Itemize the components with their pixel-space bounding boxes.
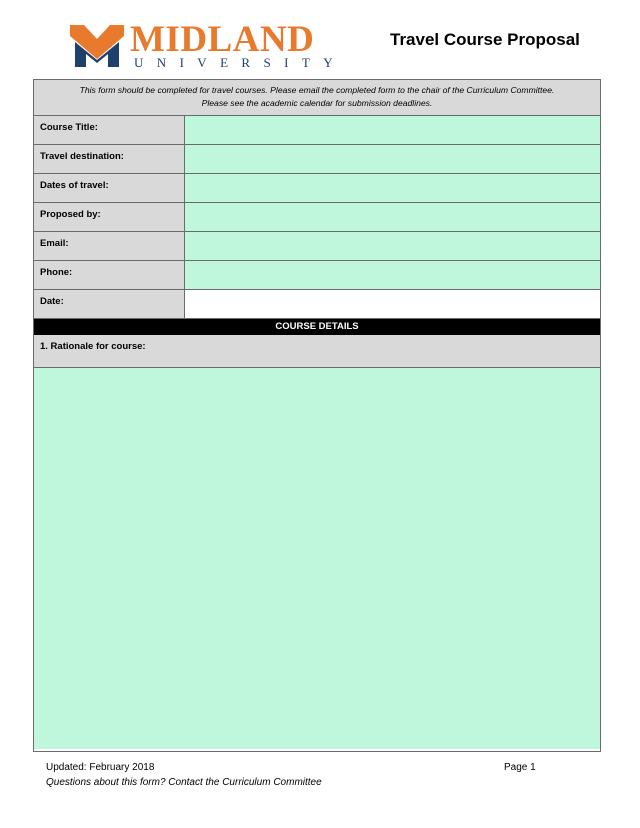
proposed-by-input[interactable]	[185, 203, 600, 231]
date-label: Date:	[34, 290, 185, 318]
phone-row	[34, 261, 600, 290]
logo-subtitle: UNIVERSITY	[134, 55, 346, 70]
rationale-label: 1. Rationale for course:	[34, 335, 600, 368]
proposed-by-row	[34, 203, 600, 232]
contact-note: Questions about this form? Contact the Curriculum Committee	[46, 777, 322, 788]
rationale-textarea[interactable]	[34, 368, 600, 749]
proposed-by-label: Proposed by:	[34, 203, 185, 231]
course-title-row	[34, 116, 600, 145]
travel-destination-label: Travel destination:	[34, 145, 185, 173]
proposal-form	[33, 79, 601, 752]
dates-of-travel-row	[34, 174, 600, 203]
form-instructions	[34, 80, 600, 116]
date-row	[34, 290, 600, 319]
email-row	[34, 232, 600, 261]
instructions-line-1: This form should be completed for travel courses. Please email the completed form to the chair of the Curriculum Committee.	[79, 85, 555, 95]
page-title: Travel Course Proposal	[390, 30, 580, 49]
course-title-input[interactable]	[185, 116, 600, 144]
travel-destination-input[interactable]	[185, 145, 600, 173]
phone-input[interactable]	[185, 261, 600, 289]
date-input[interactable]	[185, 290, 600, 318]
course-details-heading: COURSE DETAILS	[34, 319, 600, 335]
email-label: Email:	[34, 232, 185, 260]
phone-label: Phone:	[34, 261, 185, 289]
dates-of-travel-input[interactable]	[185, 174, 600, 202]
logo-m-mark-icon	[68, 22, 126, 72]
travel-destination-row	[34, 145, 600, 174]
page-number: Page 1	[504, 762, 536, 773]
logo-wordmark: MIDLAND	[130, 19, 315, 60]
dates-of-travel-label: Dates of travel:	[34, 174, 185, 202]
university-logo	[68, 19, 346, 72]
instructions-line-2: Please see the academic calendar for submission deadlines.	[201, 97, 433, 108]
email-input[interactable]	[185, 232, 600, 260]
updated-date: Updated: February 2018	[46, 762, 155, 773]
course-title-label: Course Title:	[34, 116, 185, 144]
